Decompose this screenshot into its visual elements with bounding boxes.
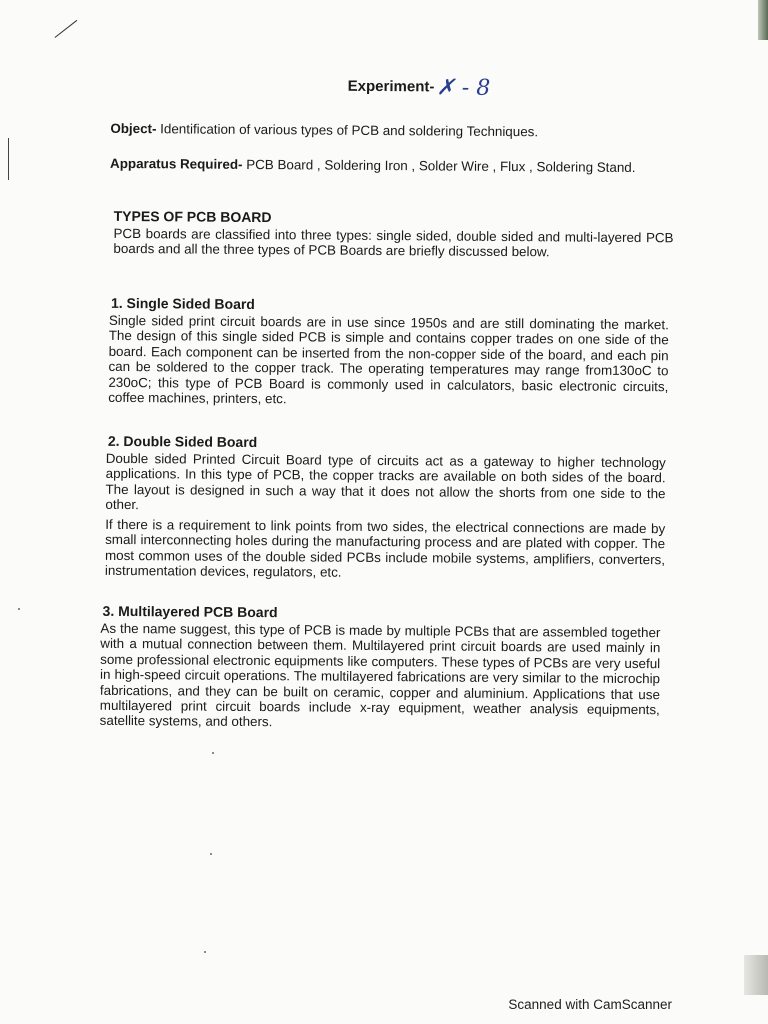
section-paragraph-double-sided-2: If there is a requirement to link points from two sides, the electrical connections are made by small interconnecting holes during the manufacturing process and are plated with copper. The most common uses of the double sided PCBs include mobile systems, amplifiers, converters, instrumentation devices, regulators, etc. (104, 516, 666, 580)
types-heading: TYPES OF PCB BOARD (113, 207, 272, 226)
object-label: Object- (110, 120, 157, 137)
title-text: Experiment- (347, 77, 435, 96)
section-heading-double-sided: 2. Double Sided Board (107, 432, 258, 451)
apparatus-label: Apparatus Required- (110, 155, 243, 172)
section-paragraph-single-sided: Single sided print circuit boards are in use since 1950s and are still dominating the market. The design of this single sided PCB is simple and contains copper trades on one side of the board. Each component can be inserted from the non-copper side of the board, and each pin can be soldered to the copper track. The operating temperatures may range from130oC to 230oC; this type of PCB Board is commonly used in calculators, basic electronic circuits, coffee machines, printers, etc. (108, 312, 669, 407)
section-heading-multilayered: 3. Multilayered PCB Board (102, 602, 278, 621)
camscanner-watermark: Scanned with CamScanner (508, 997, 672, 1012)
apparatus-text: PCB Board , Soldering Iron , Solder Wire , Flux , Soldering Stand. (242, 156, 636, 175)
handwritten-number: ✗ - 8 (436, 75, 491, 101)
section-heading-single-sided: 1. Single Sided Board (110, 294, 255, 313)
section-paragraph-double-sided-1: Double sided Printed Circuit Board type of circuits act as a gateway to higher technology applications. In this type of PCB, the copper tracks are available on both sides of the board. The layout is designed in such a way that it does not allow the shorts from one side to the other. (105, 450, 666, 513)
object-line (110, 121, 675, 141)
apparatus-line (110, 156, 675, 176)
types-intro: PCB boards are classified into three types: single sided, double sided and multi-layered PCB boards and all the three types of PCB Boards are briefly discussed below. (113, 225, 674, 260)
section-paragraph-multilayered: As the name suggest, this type of PCB is made by multiple PCBs that are assembled together with a mutual connection between them. Multilayered print circuit boards are used mainly in some professional electronic equipments like computers. These types of PCBs are very useful in high-speed circuit operations. The multilayered fabrications are very similar to the microchip fabrications, and they can be built on ceramic, copper and aluminium. Applications that use multilayered print circuit boards include x-ray equipment, weather analysis equipments, satellite systems, and others. (99, 620, 661, 730)
object-text: Identification of various types of PCB and soldering Techniques. (156, 121, 539, 140)
experiment-title (347, 72, 491, 101)
